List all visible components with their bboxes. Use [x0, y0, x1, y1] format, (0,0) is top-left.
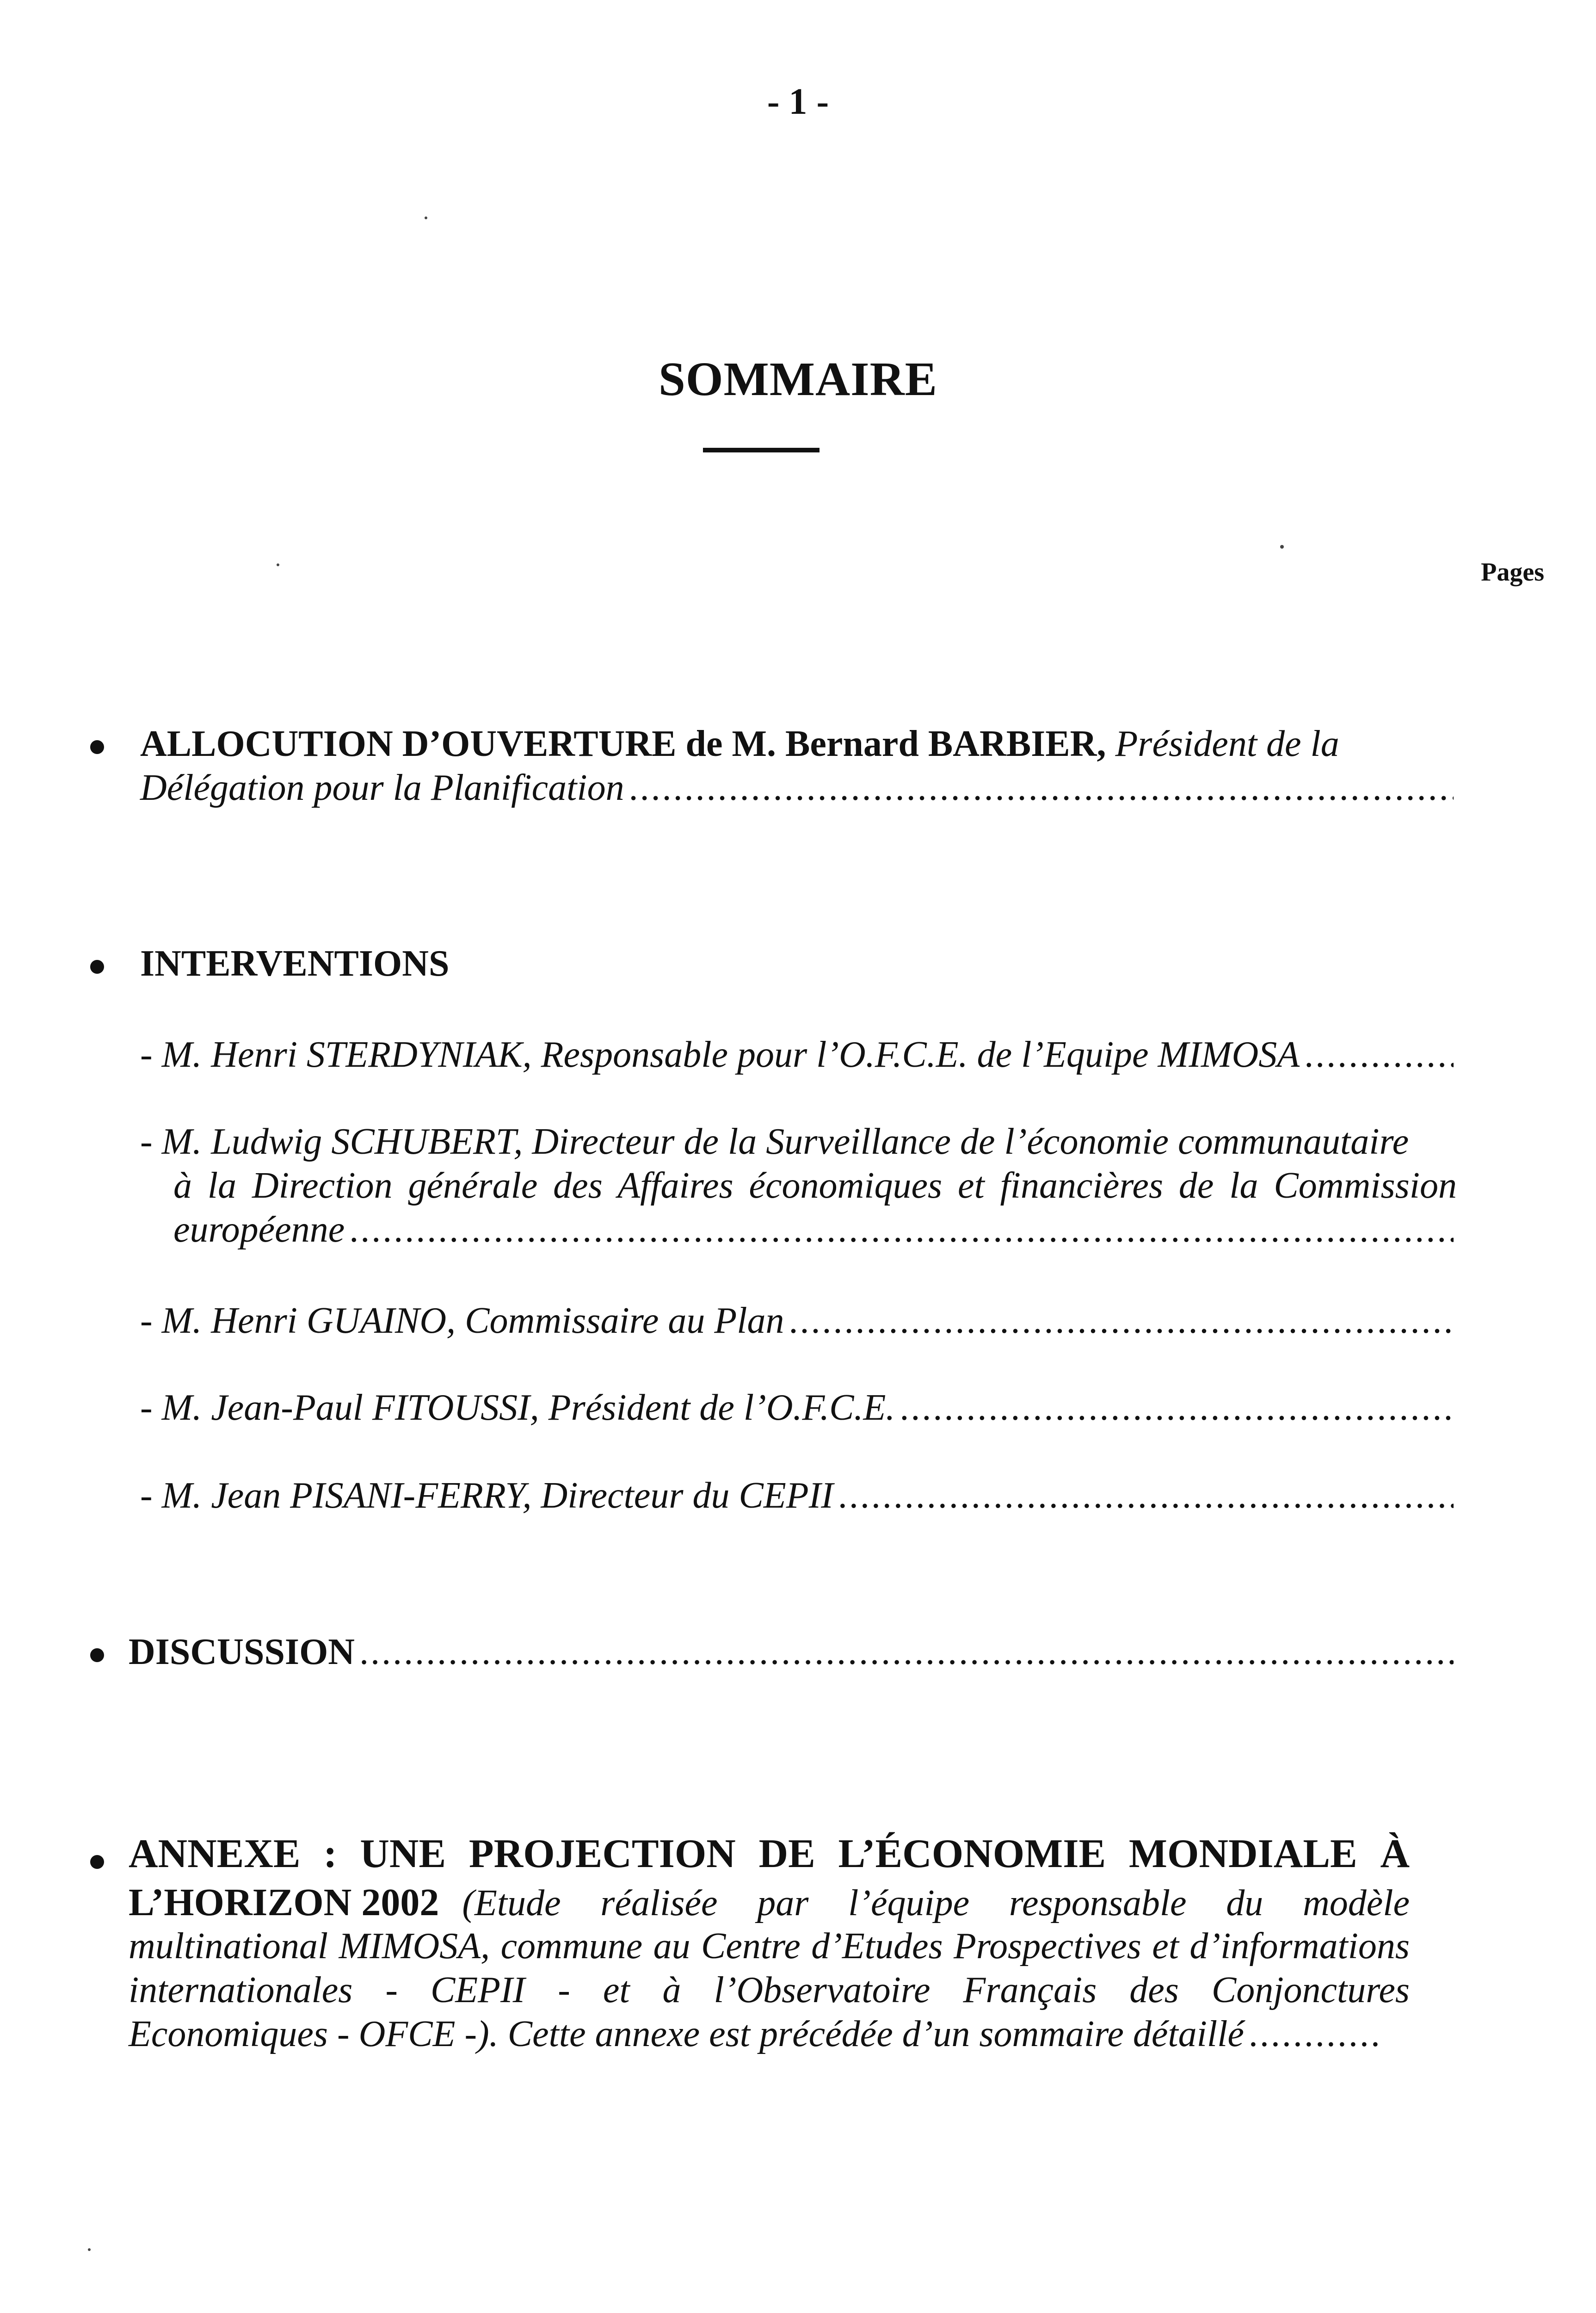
- page-number: - 1 -: [767, 81, 829, 122]
- section-heading: [140, 942, 449, 986]
- intervention-item: [140, 1474, 1458, 1518]
- annexe-description: multinational MIMOSA, commune au Centre d’Etudes Prospectives et d’informations: [129, 1926, 1410, 1967]
- bullet-icon: [90, 740, 104, 754]
- annexe-title-bold: ANNEXE : UNE PROJECTION DE L’ÉCONOMIE MONDIALE À: [129, 1831, 1410, 1876]
- section-heading-text: DISCUSSION: [129, 1632, 355, 1672]
- annexe-title-line: [129, 1880, 1410, 1925]
- scan-speck: [425, 216, 427, 219]
- intervention-text: - M. Jean-Paul FITOUSSI, Président de l’O.F.C.E.: [140, 1387, 895, 1428]
- pages-column-header: Pages: [1481, 558, 1544, 587]
- scan-speck: [277, 563, 279, 566]
- annexe-description: internationales - CEPII - et à l’Observatoire Français des Conjonctures: [129, 1970, 1410, 2010]
- intervention-line: - M. Ludwig SCHUBERT, Directeur de la Surveillance de l’économie communautaire: [140, 1121, 1409, 1162]
- intervention-item: [173, 1208, 1458, 1252]
- annexe-description-line: [129, 1968, 1410, 2012]
- dot-leader: [359, 1630, 1454, 1674]
- intervention-line: à la Direction générale des Affaires économiques et financières de la Commission: [173, 1165, 1457, 1206]
- entry-leader-row: [129, 1630, 1458, 1674]
- dot-leader: [1304, 1033, 1454, 1077]
- dot-leader: [789, 1299, 1454, 1343]
- annexe-description: Economiques - OFCE -). Cette annexe est précédée d’un sommaire détaillé: [129, 2014, 1244, 2054]
- intervention-text: - M. Jean PISANI-FERRY, Directeur du CEPII: [140, 1475, 833, 1516]
- entry-title-italic: Président de la: [1115, 724, 1339, 764]
- dot-leader: [900, 1386, 1454, 1430]
- annexe-title-bold: L’HORIZON 2002: [129, 1881, 439, 1924]
- annexe-description: (Etude réalisée par l’équipe responsable du modèle: [462, 1883, 1410, 1923]
- entry-leader-row: [129, 2012, 1389, 2056]
- bullet-icon: [90, 1855, 104, 1869]
- intervention-text: - M. Henri STERDYNIAK, Responsable pour l’O.F.C.E. de l’Equipe MIMOSA: [140, 1034, 1300, 1075]
- scan-speck: [88, 2248, 91, 2251]
- entry-title-bold: ALLOCUTION D’OUVERTURE de M. Bernard BARBIER,: [140, 724, 1106, 764]
- dot-leader: [1249, 2012, 1384, 2056]
- scan-speck: [1280, 545, 1284, 549]
- intervention-line: européenne: [173, 1209, 345, 1250]
- dot-leader: [349, 1208, 1454, 1252]
- section-heading-text: INTERVENTIONS: [140, 943, 450, 984]
- intervention-text: [173, 1164, 1457, 1208]
- bullet-icon: [90, 1648, 104, 1662]
- entry-subtitle: Délégation pour la Planification: [140, 767, 624, 808]
- dot-leader: [629, 766, 1454, 810]
- intervention-item: [140, 1033, 1458, 1077]
- bullet-icon: [90, 960, 104, 974]
- entry-title-line: [140, 722, 1339, 766]
- intervention-item: [140, 1386, 1458, 1430]
- annexe-description-line: [129, 1924, 1410, 1968]
- intervention-text: - M. Henri GUAINO, Commissaire au Plan: [140, 1300, 784, 1341]
- intervention-item: [140, 1299, 1458, 1343]
- title-underline: [703, 448, 820, 452]
- dot-leader: [838, 1474, 1454, 1518]
- entry-leader-row: [140, 766, 1458, 810]
- page-title: SOMMAIRE: [658, 353, 938, 406]
- intervention-text: [140, 1120, 1409, 1164]
- annexe-title-line: [129, 1832, 1410, 1876]
